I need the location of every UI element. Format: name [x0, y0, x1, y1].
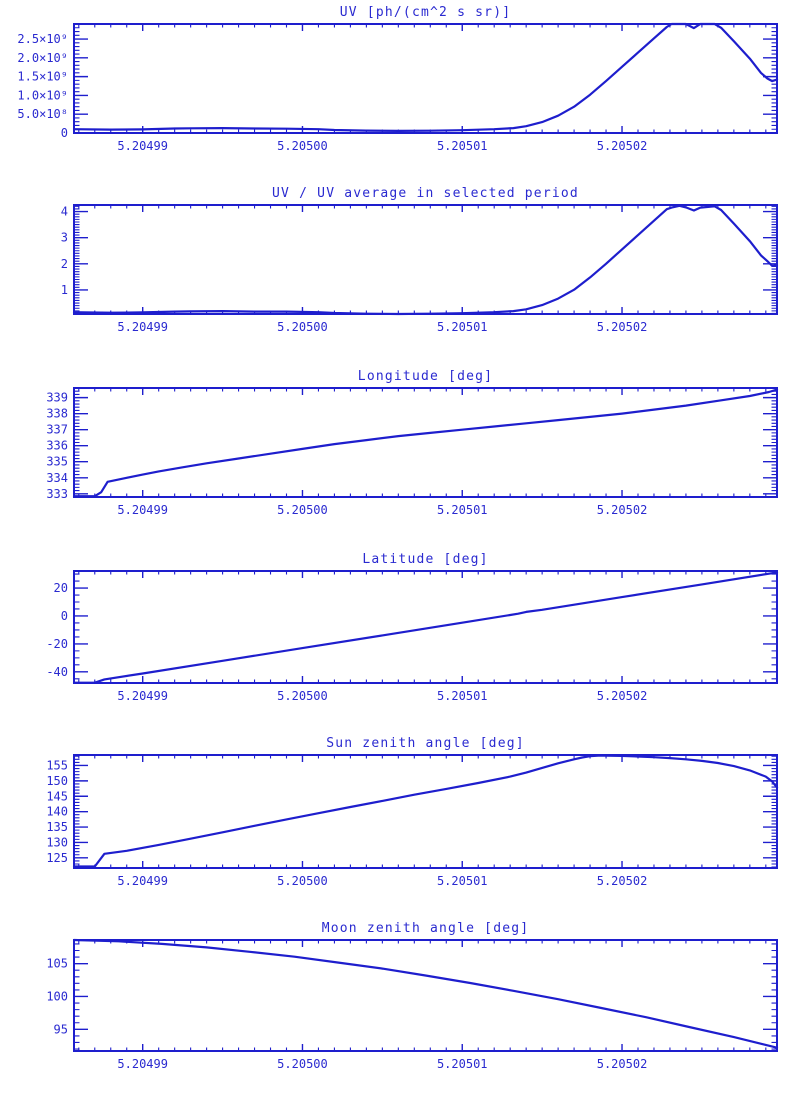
x-tick-label: 5.20499 [117, 1057, 168, 1071]
y-tick-label: 338 [46, 406, 68, 421]
y-tick-label: 95 [53, 1022, 68, 1037]
x-tick-label: 5.20502 [596, 1057, 648, 1071]
x-tick-label: 5.20499 [117, 139, 168, 153]
y-tick-label: 334 [46, 470, 68, 485]
x-tick-label: 5.20501 [436, 1057, 488, 1071]
y-tick-label: 100 [46, 989, 68, 1004]
chart-panel-longitude [46, 369, 777, 517]
x-tick-label: 5.20502 [596, 139, 648, 153]
y-tick-label: 130 [46, 835, 68, 850]
y-tick-label: 0 [60, 126, 68, 140]
data-line-moon-zenith [74, 940, 777, 1048]
x-tick-label: 5.20499 [117, 874, 168, 888]
x-tick-label: 5.20499 [117, 503, 168, 517]
y-tick-label: 135 [46, 820, 68, 835]
x-tick-label: 5.20499 [117, 320, 168, 334]
x-tick-label: 5.20502 [596, 320, 648, 334]
y-tick-label: 2.0×10⁹ [17, 50, 68, 65]
major-ticks [74, 571, 777, 683]
y-tick-label: 2.5×10⁹ [17, 32, 68, 47]
chart-panel-uv-ratio [61, 186, 777, 334]
y-tick-label: 20 [53, 581, 68, 596]
plot-frame [74, 940, 777, 1051]
plot-frame [74, 24, 777, 133]
y-tick-label: 1.5×10⁹ [17, 69, 68, 84]
y-tick-label: 335 [46, 454, 68, 469]
chart-title-sun-zenith: Sun zenith angle [deg] [326, 736, 525, 751]
minor-ticks [74, 24, 777, 133]
data-line-uv-ratio [74, 206, 777, 314]
minor-ticks [74, 205, 777, 314]
x-tick-label: 5.20500 [277, 503, 328, 517]
chart-panel-latitude [46, 552, 777, 703]
x-tick-label: 5.20500 [277, 689, 328, 703]
x-tick-label: 5.20502 [596, 874, 648, 888]
data-line-sun-zenith [74, 756, 777, 867]
x-tick-label: 5.20499 [117, 689, 168, 703]
plot-frame [74, 755, 777, 868]
y-tick-label: 4 [60, 204, 68, 219]
y-tick-label: 1 [60, 282, 68, 297]
y-tick-label: 0 [60, 608, 68, 623]
chart-panel-sun-zenith [46, 736, 777, 888]
y-tick-label: 105 [46, 956, 68, 971]
x-tick-label: 5.20501 [436, 503, 488, 517]
data-line-longitude [74, 390, 777, 497]
minor-ticks [74, 940, 777, 1051]
y-tick-label: 339 [46, 390, 68, 405]
x-tick-label: 5.20501 [436, 874, 488, 888]
plot-frame [74, 205, 777, 314]
x-tick-label: 5.20501 [436, 320, 488, 334]
minor-ticks [74, 755, 777, 868]
x-tick-label: 5.20500 [277, 139, 328, 153]
major-ticks [74, 940, 777, 1051]
x-tick-label: 5.20500 [277, 320, 328, 334]
chart-title-longitude: Longitude [deg] [357, 369, 494, 384]
y-tick-label: 337 [46, 422, 68, 437]
chart-title-uv: UV [ph/(cm^2 s sr)] [339, 5, 512, 20]
major-ticks [74, 755, 777, 868]
data-line-uv [74, 24, 777, 131]
data-line-latitude [74, 572, 777, 682]
y-tick-label: 140 [46, 804, 68, 819]
x-tick-label: 5.20502 [596, 503, 648, 517]
x-tick-label: 5.20501 [436, 689, 488, 703]
chart-panel-uv [17, 5, 777, 153]
major-ticks [74, 205, 777, 314]
minor-ticks [74, 571, 777, 683]
y-tick-label: -20 [46, 636, 68, 651]
minor-ticks [74, 388, 777, 497]
y-tick-label: 336 [46, 438, 68, 453]
chart-panel-moon-zenith [46, 921, 777, 1071]
chart-title-uv-ratio: UV / UV average in selected period [272, 186, 579, 201]
y-tick-label: 1.0×10⁹ [17, 88, 68, 103]
y-tick-label: 2 [60, 256, 68, 271]
y-tick-label: 125 [46, 850, 68, 865]
chart-title-moon-zenith: Moon zenith angle [deg] [321, 921, 530, 936]
major-ticks [74, 24, 777, 133]
y-tick-label: 150 [46, 773, 68, 788]
plot-frame [74, 571, 777, 683]
y-tick-label: 145 [46, 789, 68, 804]
plot-frame [74, 388, 777, 497]
y-tick-label: -40 [46, 664, 68, 679]
y-tick-label: 155 [46, 758, 68, 773]
y-tick-label: 3 [60, 230, 68, 245]
x-tick-label: 5.20500 [277, 874, 328, 888]
x-tick-label: 5.20502 [596, 689, 648, 703]
major-ticks [74, 388, 777, 497]
y-tick-label: 333 [46, 486, 68, 501]
x-tick-label: 5.20501 [436, 139, 488, 153]
y-tick-label: 5.0×10⁸ [17, 107, 68, 122]
x-tick-label: 5.20500 [277, 1057, 328, 1071]
chart-title-latitude: Latitude [deg] [362, 552, 489, 567]
